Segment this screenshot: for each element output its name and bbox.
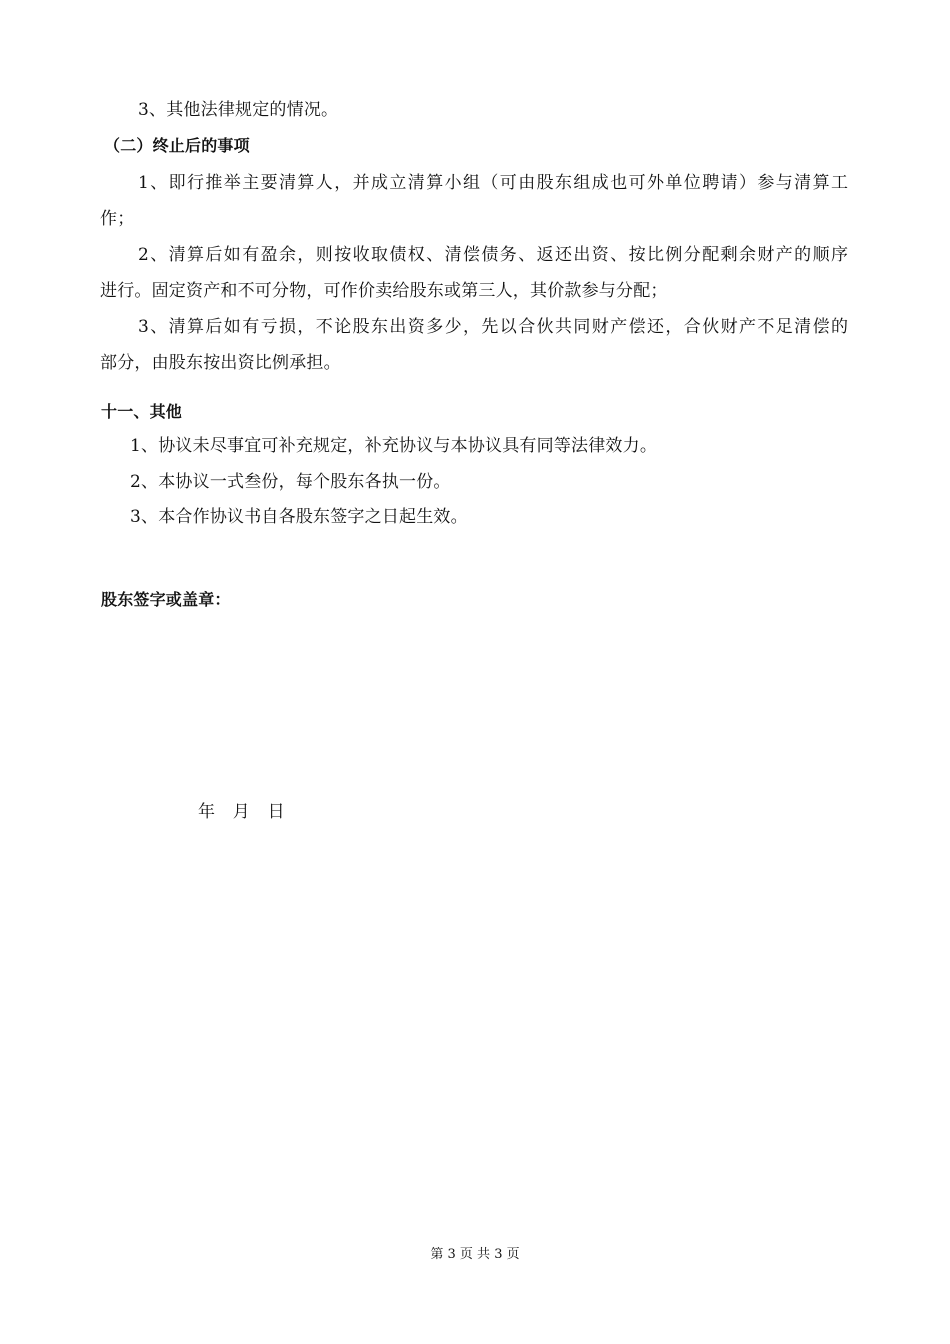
clause-3-line-2: 部分，由股东按出资比例承担。 [100, 353, 341, 373]
clause-2-line-1: 2、清算后如有盈余，则按收取债权、清偿债务、返还出资、按比例分配剩余财产的顺序 [138, 245, 848, 265]
clause-1-line-2: 作； [100, 209, 135, 229]
termination-subheading: （二）终止后的事项 [104, 136, 250, 155]
clause-2-line-2: 进行。固定资产和不可分物，可作价卖给股东或第三人，其价款参与分配； [100, 281, 668, 301]
signature-label: 股东签字或盖章： [101, 590, 231, 609]
termination-item-3: 3、其他法律规定的情况。 [138, 100, 339, 120]
signature-date: 年 月 日 [198, 802, 285, 822]
clause-1-line-1: 1、即行推举主要清算人，并成立清算小组（可由股东组成也可外单位聘请）参与清算工 [138, 173, 848, 193]
other-item-3: 3、本合作协议书自各股东签字之日起生效。 [130, 507, 468, 527]
other-item-2: 2、本协议一式叁份，每个股东各执一份。 [130, 472, 451, 492]
other-item-1: 1、协议未尽事宜可补充规定，补充协议与本协议具有同等法律效力。 [130, 436, 658, 456]
page-footer: 第 3 页 共 3 页 [430, 1247, 520, 1262]
section-other-heading: 十一、其他 [101, 402, 183, 421]
clause-3-line-1: 3、清算后如有亏损，不论股东出资多少，先以合伙共同财产偿还，合伙财产不足清偿的 [138, 317, 848, 337]
